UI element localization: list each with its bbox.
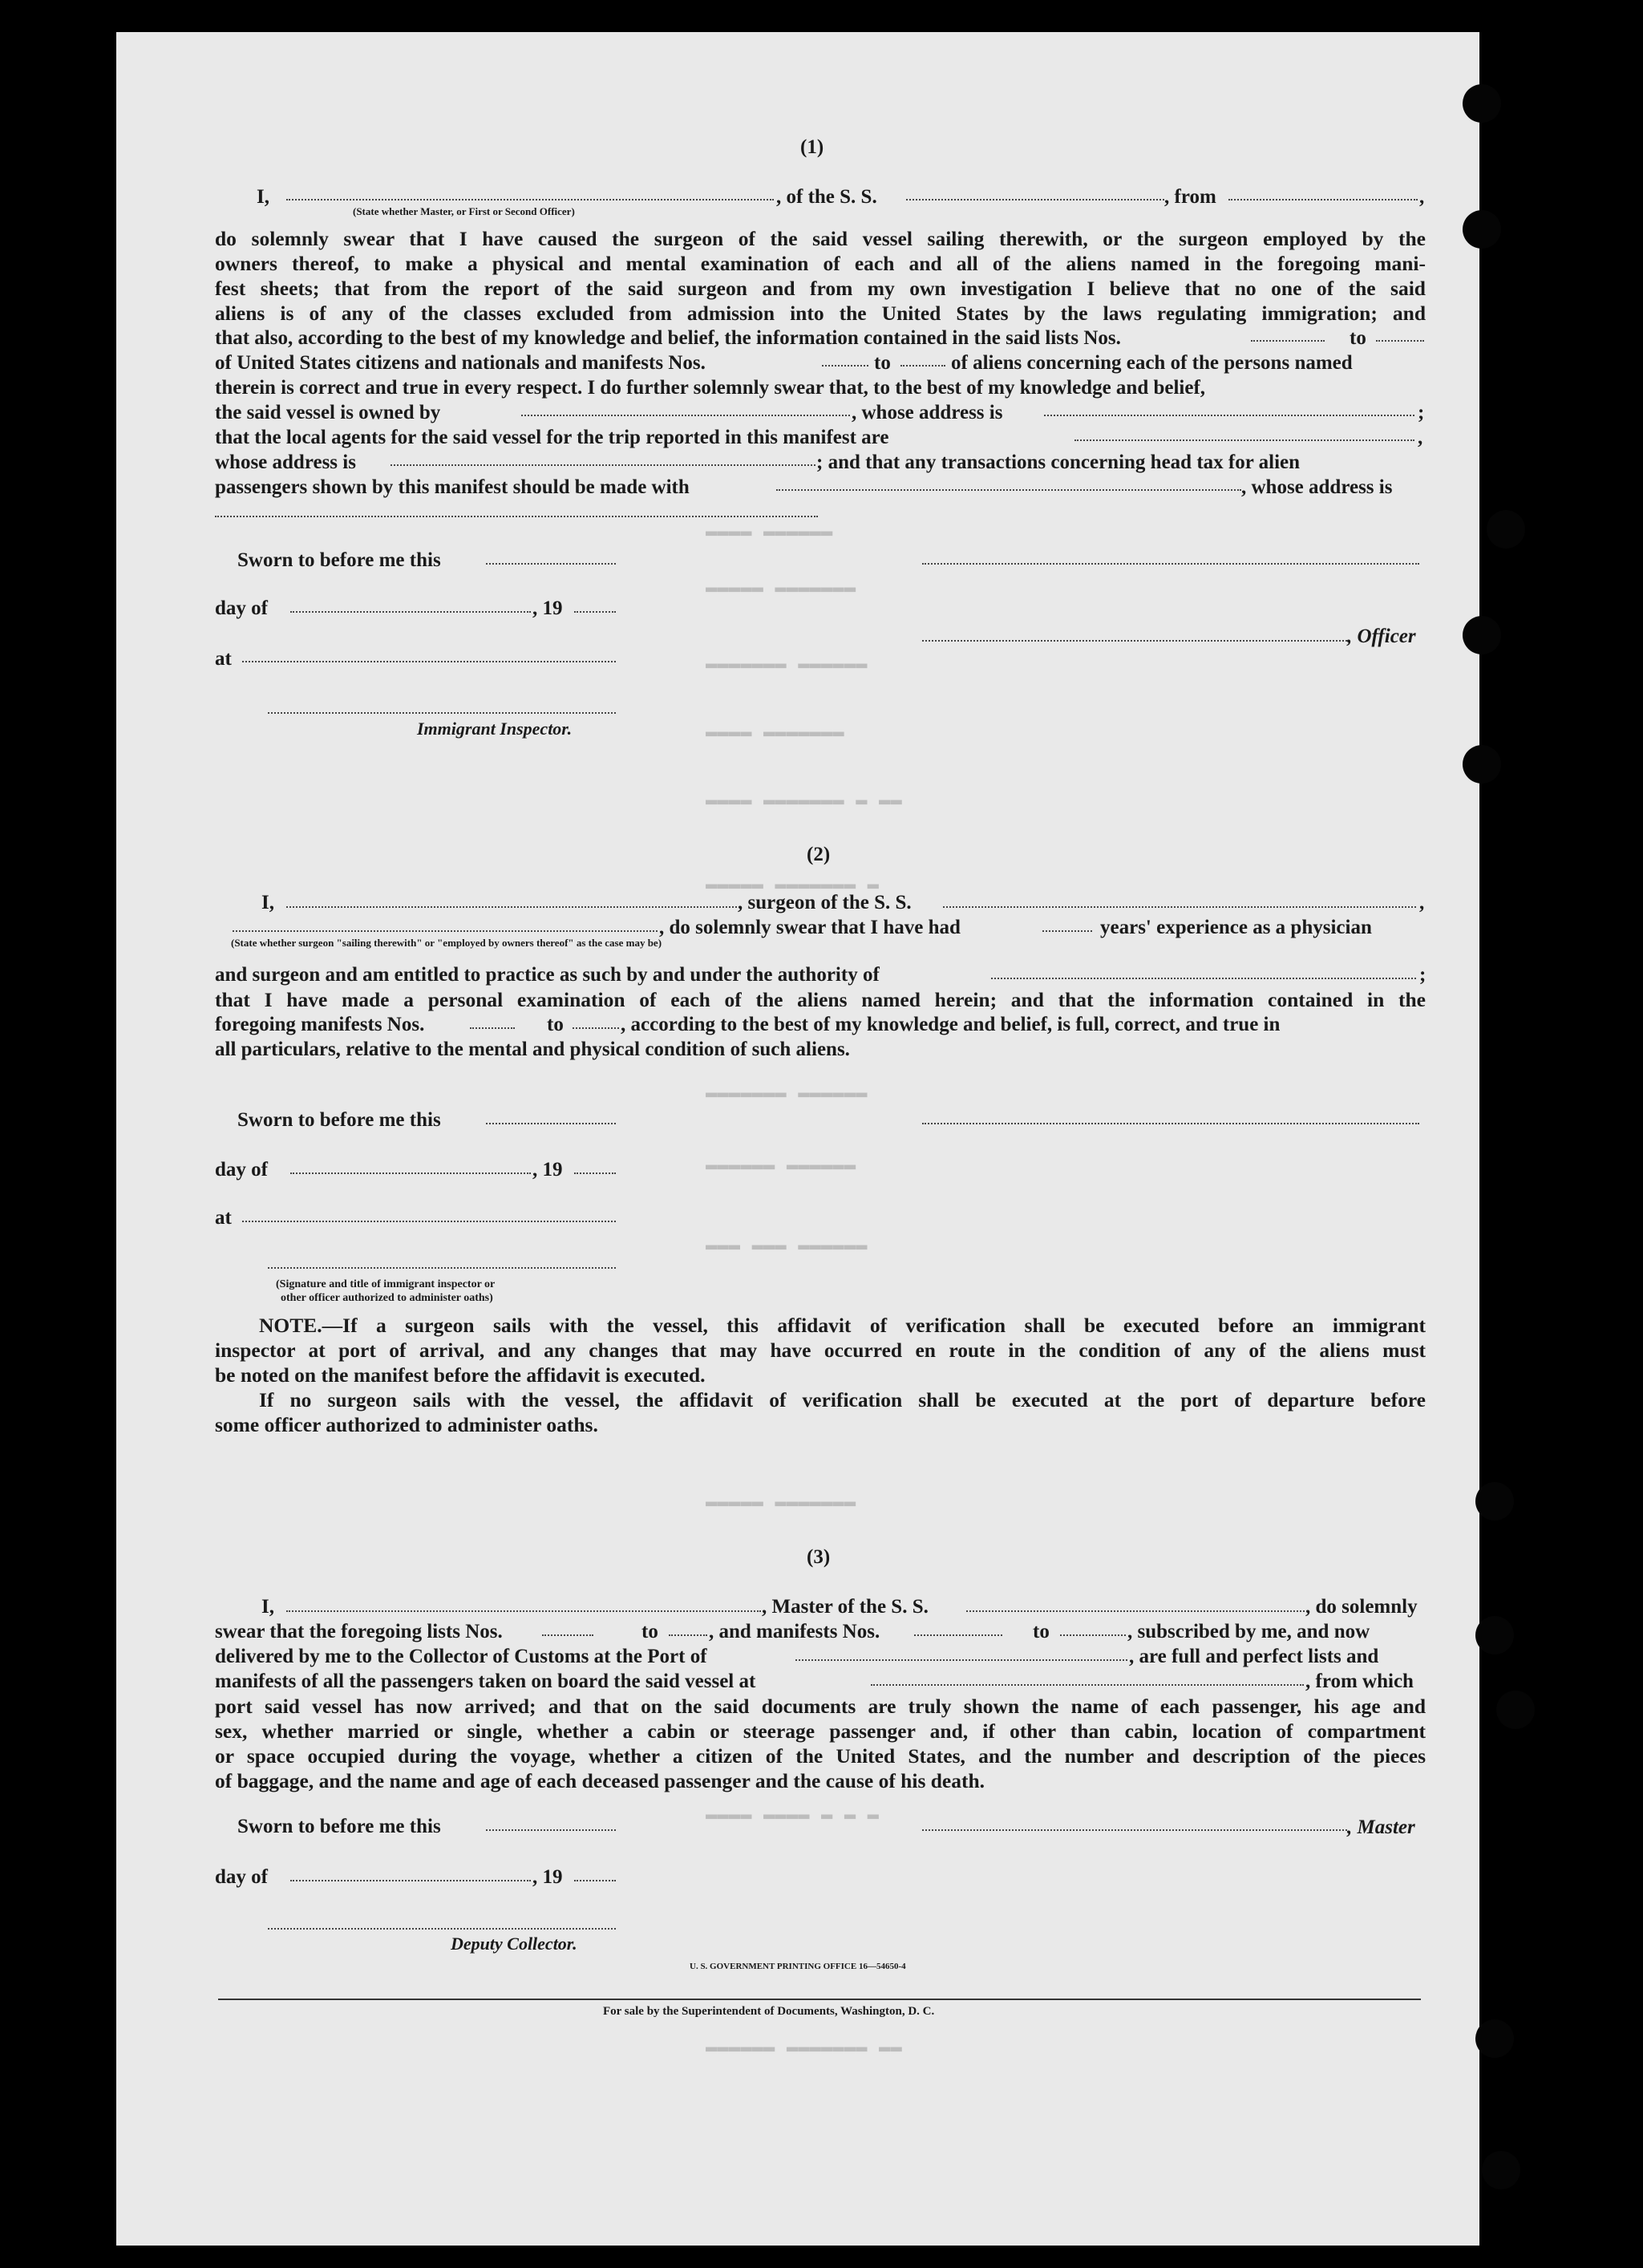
note-text: NOTE.—If a surgeon sails with the vessel, this affidavit of verification shall be executed before an immigrant	[259, 1314, 1426, 1337]
local-agents-field[interactable]	[1074, 439, 1414, 441]
oath-text: therein is correct and true in every respect. I do further solemnly swear that, to the best of my knowledge and belief,	[215, 377, 1206, 399]
surgeon-status-field[interactable]	[233, 930, 658, 932]
note-paragraph	[215, 1313, 1426, 1437]
sworn-label: Sworn to before me this	[237, 549, 441, 571]
day-of-label: day of	[215, 1866, 268, 1888]
oath-text: I,	[261, 892, 274, 913]
oath-text: or space occupied during the voyage, whether a citizen of the United States, and the number and description of the pieces	[215, 1744, 1426, 1768]
lists-to-field[interactable]	[1376, 340, 1424, 342]
master-manifests-to-field[interactable]	[1060, 1634, 1126, 1636]
note-text: be noted on the manifest before the affidavit is executed.	[215, 1363, 706, 1387]
boarding-port-field[interactable]	[871, 1684, 1304, 1686]
practice-authority-field[interactable]	[991, 978, 1416, 979]
year-prefix: 19	[542, 1866, 563, 1888]
oath-text: all particulars, relative to the mental and physical condition of such aliens.	[215, 1039, 850, 1060]
oath-text: , do solemnly	[1305, 1596, 1418, 1618]
years-experience-field[interactable]	[1042, 930, 1092, 932]
oath-text: owners thereof, to make a physical and mental examination of each and all of the aliens named in the foregoing mani-	[215, 252, 1426, 275]
day-of-label: day of	[215, 597, 268, 619]
master-lists-from-field[interactable]	[542, 1634, 593, 1636]
oath-text: swear that the foregoing lists Nos.	[215, 1621, 503, 1642]
oath-text: of baggage, and the name and age of each deceased passenger and the cause of his death.	[215, 1769, 985, 1792]
oath-text: do solemnly swear that I have caused the surgeon of the said vessel sailing therewith, or the surgeon employed by the	[215, 227, 1426, 250]
oath-text: to	[641, 1621, 658, 1642]
year-label: , 19	[532, 1866, 563, 1888]
note-text: some officer authorized to administer oaths.	[215, 1413, 598, 1436]
year-label: , 19	[532, 597, 563, 619]
binder-hole	[1463, 616, 1501, 654]
head-tax-contact-field[interactable]	[776, 489, 1241, 491]
departure-port-field[interactable]	[1228, 199, 1418, 200]
master-name-field[interactable]	[286, 1610, 761, 1612]
manifests-to-field[interactable]	[900, 365, 945, 367]
oath-text: passengers shown by this manifest should be made with	[215, 476, 690, 498]
oath-text: I,	[261, 1596, 274, 1618]
oath-text: of aliens concerning each of the persons named	[951, 352, 1353, 374]
inspector-signature-field[interactable]	[268, 1267, 616, 1269]
oath-paragraph	[215, 226, 1426, 326]
oath-text: that I have made a personal examination of each of the aliens named herein; and that the information contained in the	[215, 988, 1426, 1011]
surgeon-vessel-field[interactable]	[943, 906, 1416, 908]
field-caption: (State whether Master, or First or Second Officer)	[353, 205, 575, 217]
section-number: (1)	[800, 136, 824, 158]
master-vessel-field[interactable]	[966, 1610, 1305, 1612]
officer-title-line[interactable]	[922, 640, 1347, 642]
month-field[interactable]	[290, 611, 531, 613]
oath-text: ; and that any transactions concerning head tax for alien	[816, 452, 1301, 473]
vessel-name-field[interactable]	[906, 199, 1164, 200]
oath-text: I,	[257, 186, 269, 208]
oath-text: to	[1350, 327, 1366, 349]
oath-text: foregoing manifests Nos.	[215, 1014, 425, 1035]
note-text: If no surgeon sails with the vessel, the affidavit of verification shall be executed at the port of departure before	[259, 1388, 1426, 1411]
month-field[interactable]	[290, 1172, 531, 1174]
inspector-label: Immigrant Inspector.	[417, 719, 573, 739]
oath-text: to	[1033, 1621, 1050, 1642]
place-field[interactable]	[242, 1221, 616, 1222]
oath-text: , surgeon of the S. S.	[738, 892, 912, 913]
lists-from-field[interactable]	[1251, 340, 1325, 342]
year-field[interactable]	[574, 1880, 616, 1881]
inspector-signature-field[interactable]	[268, 712, 616, 714]
oath-text: the said vessel is owned by	[215, 402, 441, 423]
oath-text: manifests of all the passengers taken on board the said vessel at	[215, 1671, 756, 1692]
binder-hole	[1496, 1691, 1535, 1729]
master-manifests-from-field[interactable]	[914, 1634, 1002, 1636]
oath-text: , according to the best of my knowledge and belief, is full, correct, and true in	[621, 1014, 1281, 1035]
at-label: at	[215, 648, 232, 670]
sworn-day-field[interactable]	[486, 563, 616, 565]
oath-text: , do solemnly swear that I have had	[659, 917, 961, 938]
oath-text: , whose address is	[1241, 476, 1393, 498]
section-number: (3)	[807, 1546, 831, 1568]
oath-text: , subscribed by me, and now	[1127, 1621, 1370, 1642]
sale-notice: For sale by the Superintendent of Documents, Washington, D. C.	[603, 2005, 935, 2018]
oath-text: ,	[1419, 186, 1425, 208]
oath-text: ;	[1418, 402, 1425, 423]
oath-text: aliens is of any of the classes excluded from admission into the United States by the laws regulating immigration; and	[215, 302, 1426, 325]
note-text: inspector at port of arrival, and any changes that may have occurred en route in the condition of any of the aliens must	[215, 1339, 1426, 1362]
owner-address-field[interactable]	[1044, 415, 1414, 416]
master-lists-to-field[interactable]	[669, 1634, 707, 1636]
oath-text: ,	[1418, 427, 1423, 448]
day-of-label: day of	[215, 1159, 268, 1181]
oath-text: , Master of the S. S.	[762, 1596, 929, 1618]
oath-text: that also, according to the best of my knowledge and belief, the information contained in the said lists Nos.	[215, 327, 1121, 349]
vessel-owner-field[interactable]	[521, 415, 850, 416]
binder-hole	[1487, 510, 1525, 549]
oath-text: to	[547, 1014, 564, 1035]
oath-text: port said vessel has now arrived; and that on the said documents are truly shown the name of each passenger, his age and	[215, 1695, 1426, 1718]
field-caption: (State whether surgeon "sailing therewith" or "employed by owners thereof" as the case may be)	[231, 937, 662, 949]
surgeon-manifests-to-field[interactable]	[573, 1027, 619, 1029]
oath-text: that the local agents for the said vessel for the trip reported in this manifest are	[215, 427, 889, 448]
master-signature-field[interactable]	[922, 1829, 1347, 1831]
month-field[interactable]	[290, 1880, 531, 1881]
oath-text: ,	[1419, 892, 1425, 913]
year-prefix: 19	[542, 1159, 563, 1181]
sworn-label: Sworn to before me this	[237, 1816, 441, 1837]
oath-text: , and manifests Nos.	[709, 1621, 880, 1642]
year-label: , 19	[532, 1159, 563, 1181]
oath-text: , are full and perfect lists and	[1129, 1646, 1379, 1667]
section-number: (2)	[807, 844, 831, 865]
year-field[interactable]	[574, 1172, 616, 1174]
surgeon-signature-field[interactable]	[922, 1123, 1419, 1124]
year-prefix: 19	[542, 597, 563, 619]
oath-text: fest sheets; that from the report of the said surgeon and from my own investigation I believe that no one of the said	[215, 277, 1426, 300]
oath-text: , from which	[1305, 1671, 1414, 1692]
binder-hole	[1475, 2019, 1514, 2058]
binder-hole	[1482, 2151, 1520, 2189]
oath-text: whose address is	[215, 452, 356, 473]
surgeon-name-field[interactable]	[286, 906, 737, 908]
sworn-label: Sworn to before me this	[237, 1109, 441, 1131]
binder-hole	[1463, 745, 1501, 784]
oath-text: sex, whether married or single, whether a cabin or steerage passenger and, if other than cabin, location of compartment	[215, 1719, 1426, 1743]
field-caption: other officer authorized to administer oaths)	[281, 1292, 493, 1304]
deputy-signature-field[interactable]	[268, 1928, 616, 1930]
place-field[interactable]	[242, 661, 616, 662]
field-caption: (Signature and title of immigrant inspector or	[276, 1278, 496, 1290]
binder-hole	[1475, 1482, 1514, 1521]
arrival-port-field[interactable]	[795, 1659, 1127, 1661]
head-tax-address-field[interactable]	[215, 516, 818, 517]
footer-rule	[218, 1999, 1421, 2000]
manifests-from-field[interactable]	[822, 365, 868, 367]
master-label: , Master	[1347, 1816, 1415, 1838]
oath-text: , whose address is	[852, 402, 1003, 423]
sworn-day-field[interactable]	[486, 1123, 616, 1124]
oath-paragraph	[215, 987, 1426, 1012]
officer-title-field[interactable]	[286, 199, 774, 200]
printer-imprint: U. S. GOVERNMENT PRINTING OFFICE 16—54650-4	[690, 1962, 906, 1971]
surgeon-manifests-from-field[interactable]	[470, 1027, 515, 1029]
deputy-label: Deputy Collector.	[451, 1934, 577, 1954]
binder-hole	[1463, 210, 1501, 249]
oath-text: , from	[1164, 186, 1216, 208]
at-label: at	[215, 1207, 232, 1229]
sworn-day-field[interactable]	[486, 1829, 616, 1831]
oath-text: to	[874, 352, 891, 374]
officer-label: , Officer	[1347, 626, 1416, 647]
oath-text: and surgeon and am entitled to practice as such by and under the authority of	[215, 964, 880, 986]
oath-text: , of the S. S.	[776, 186, 877, 208]
oath-paragraph	[215, 1694, 1426, 1793]
agents-address-field[interactable]	[391, 464, 815, 466]
officer-signature-field[interactable]	[922, 563, 1419, 565]
year-field[interactable]	[574, 611, 616, 613]
oath-text: of United States citizens and nationals and manifests Nos.	[215, 352, 706, 374]
binder-hole	[1475, 1616, 1514, 1654]
oath-text: ;	[1419, 964, 1426, 986]
oath-text: delivered by me to the Collector of Customs at the Port of	[215, 1646, 707, 1667]
binder-hole	[1463, 84, 1501, 123]
oath-text: years' experience as a physician	[1100, 917, 1372, 938]
